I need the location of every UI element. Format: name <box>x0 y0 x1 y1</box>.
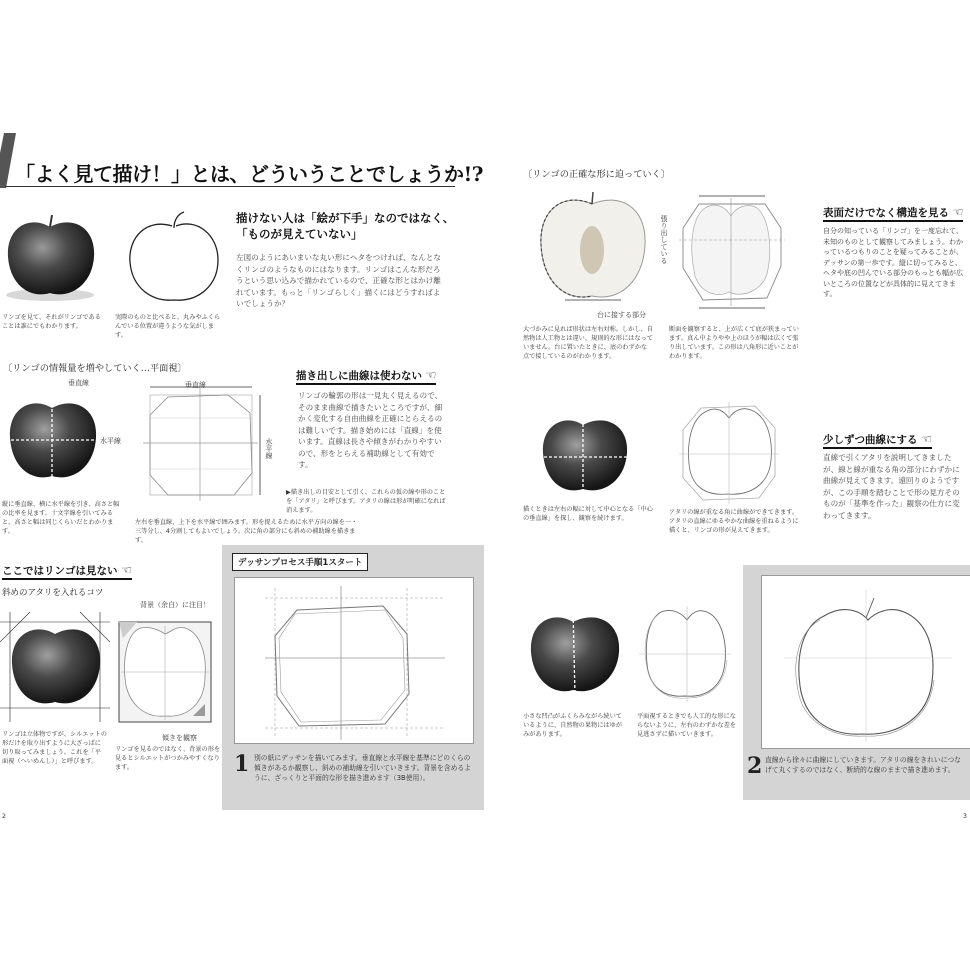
caption-circle: 実際のものと比べると、丸みやふくらんでいる位置が違うような気がします。 <box>115 314 221 339</box>
caption-background: リンゴを見るのではなく、背景の形を見るとシルエットがつかみやすくなります。 <box>115 746 221 771</box>
section-heading-planar: 〔リンゴの情報量を増やしていく…平面視〕 <box>3 363 187 374</box>
caption-softening: アタリの線が重なる角に曲線ができてきます。アタリの直線にゆるやかな曲線を重ねるように描くと、リンゴの形が見えてきます。 <box>669 509 799 534</box>
lead-heading-2: 「ものが見えていない」 <box>236 227 363 241</box>
cut-apple-image <box>535 190 650 310</box>
label-background: 背景（余白）に注目！ <box>140 601 210 609</box>
lead-body: 左図のようにあいまいな丸い形にヘタをつければ、なんとなくリンゴのようなものにはなります。リンゴはこんな形だろうという思い込みで描かれているので、正確な形とはかけ離れています。もっと「リンゴらしく」描くにはどうすればよいでしょうか？ <box>236 253 442 308</box>
process-title-box <box>232 553 368 571</box>
tip-heading-gradual-curve-text: 少しずつ曲線にする <box>823 434 918 446</box>
label-horizontal-line: 水平線 <box>100 437 121 445</box>
circle-apple-drawing <box>124 210 224 309</box>
label-tilt: 傾きを観察 <box>162 734 197 742</box>
lead-heading-1: 描けない人は「絵が下手」なのではなく、 <box>236 211 455 225</box>
step2-panel <box>743 565 970 800</box>
step1-text: 別の紙にデッサンを描いてみます。垂直線と水平線を基準にどのくらの傾きがあるか観察し、斜めの補助線を引いていきます。背景を含めるように、ざっくりと平面的な形を描き進めます（3B使用）。 <box>254 754 471 782</box>
label-vertical-line: 垂直線 <box>68 379 89 387</box>
sketch-background-shape <box>115 618 215 728</box>
pointing-hand-icon-3: ☜ <box>952 205 964 219</box>
tip-body-gradual-curve: 直線で引くアタリを説明してきましたが、線と線が重なる角の部分にわずかに曲線が見えてきます。遠回りのようですが、この手順を踏むことで形の見方そのものが「基準を作った」観察の仕方に変わってきます。 <box>823 453 960 520</box>
page-number-left: 2 <box>2 813 6 820</box>
label-vertical-line-2: 垂直線 <box>185 381 206 389</box>
tip-heading-dont-look <box>2 563 132 580</box>
sketch-symmetry <box>635 598 735 708</box>
sketch-box-grid <box>138 383 278 503</box>
caption-silhouette: リンゴは立体物ですが、シルエットの形だけを取り出すように大ざっぱに切り取ってみましょう。これを「平面視（へいめんし）」と呼びます。 <box>2 731 107 765</box>
subheading-diagonal-tip: 斜めのアタリを入れるコツ <box>2 588 104 598</box>
page-number-right: 3 <box>963 813 967 820</box>
process-title: デッサンプロセス手順1スタート <box>238 558 363 568</box>
title-rule <box>5 186 455 187</box>
title-marker <box>0 133 16 188</box>
page-title: 「よく見て描け！」とは、どういうことでしょうか!? <box>15 162 483 186</box>
caption-symmetry: 平面視するときでも人工的な形にならないように、左右のわずかな差を見逃さずに描いていきます。 <box>637 713 736 738</box>
section-heading-accurate: 〔リンゴの正確な形に迫っていく〕 <box>523 169 670 180</box>
right-page <box>485 0 970 970</box>
tip-body-structure: 自分の知っている「リンゴ」を一度忘れて、未知のものとして観察してみましょう。わかっているつもりのことを疑ってみることが、デッサンの第一歩です。縦に切ってみると、ヘタや底の凹んでいる部分のもっとも幅が広いところの位置などが具体的に見えてきます。 <box>823 227 963 298</box>
apple-bumps <box>525 600 625 700</box>
caption-box: 左右を垂直線、上下を水平線で囲みます。形を捉えるために水平方向の線を一・三等分し、4分割してもよいでしょう。次に角の部分にも斜めの補助線を描きます。 <box>135 519 358 544</box>
apple-center-line <box>537 405 637 495</box>
step2-text: 直線から徐々に曲線にしていきます。アタリの線をきれいにつなげて丸くするのではなく、断続的な線のままで描き進めます。 <box>765 756 961 774</box>
caption-center-line: 描くときは左右の幅に対して中心となる「中心の垂直線」を探し、観察を続けます。 <box>523 506 653 522</box>
tip-heading-text-2: ここではリンゴは見ない <box>2 565 118 577</box>
apple-with-diagonals <box>0 612 110 722</box>
caption-bumps: 小さな凹凸がふくらみながら続いているように、自然物の果物にはゆがみがあります。 <box>523 713 622 738</box>
process-sketch-2 <box>761 575 970 749</box>
pointing-hand-icon: ☜ <box>425 368 437 382</box>
tip-body-no-curves: リンゴの輪郭の形は一見丸く見えるので、そのまま曲線で描きたいところですが、細かく変化する自由曲線を正確にとらえるのは難しいです。描き始めには「直線」を使います。直線は長さや傾きがわかりやすいので、形をとらえる補助線として有効です。 <box>298 391 443 469</box>
label-bottom-contact: 台に接する部分 <box>597 311 646 319</box>
caption-axes: 縦に垂直線、横に水平線を引き、高さと幅の比率を見ます。十文字線を引いてみると、高さと幅は同じくらいだとわかります。 <box>2 501 120 535</box>
sketch-softening <box>675 398 785 508</box>
apple-photo <box>0 205 110 305</box>
tip-heading-structure-text: 表面だけでなく構造を見る <box>823 207 949 219</box>
label-horizontal-line-2: 水平線 <box>265 438 273 459</box>
tip-heading-text: 描き出しに曲線は使わない <box>296 370 422 382</box>
process-panel <box>222 545 484 810</box>
apple-with-axes <box>2 378 112 488</box>
tip-heading-no-curves <box>296 368 436 385</box>
caption-arrow-note: ▶描き出しの目安として引く、これらの仮の線や形のことを「アタリ」と呼びます。アタリの線は形が明確になれば消えます。 <box>286 489 446 514</box>
tip-heading-structure <box>823 205 963 222</box>
pointing-hand-icon-4: ☜ <box>921 432 932 446</box>
step1-number: 1 <box>234 751 250 777</box>
sketch-octagon <box>669 188 789 318</box>
pointing-hand-icon-2: ☜ <box>121 563 132 577</box>
caption-octagon: 断面を観察すると、上が広くて底が狭まっています。真ん中よりやや上のほうが幅は広くて張り出しています。この形は八角形に近いことがわかります。 <box>669 326 799 360</box>
tip-heading-gradual-curve <box>823 432 932 449</box>
label-protruding: 張り出している <box>660 215 668 264</box>
process-sketch-1 <box>234 577 474 744</box>
step2-number: 2 <box>747 753 763 779</box>
caption-photo: リンゴを見て、それがリンゴであることは誰にでもわかります。 <box>2 314 101 330</box>
caption-cut-apple: 大づかみに見れば形状は左右対称。しかし、自然物は人工物とは違い、規則的な形にはなっていません。台に置いたときに、底のわずかな点で接しているのがわかります。 <box>523 326 653 360</box>
